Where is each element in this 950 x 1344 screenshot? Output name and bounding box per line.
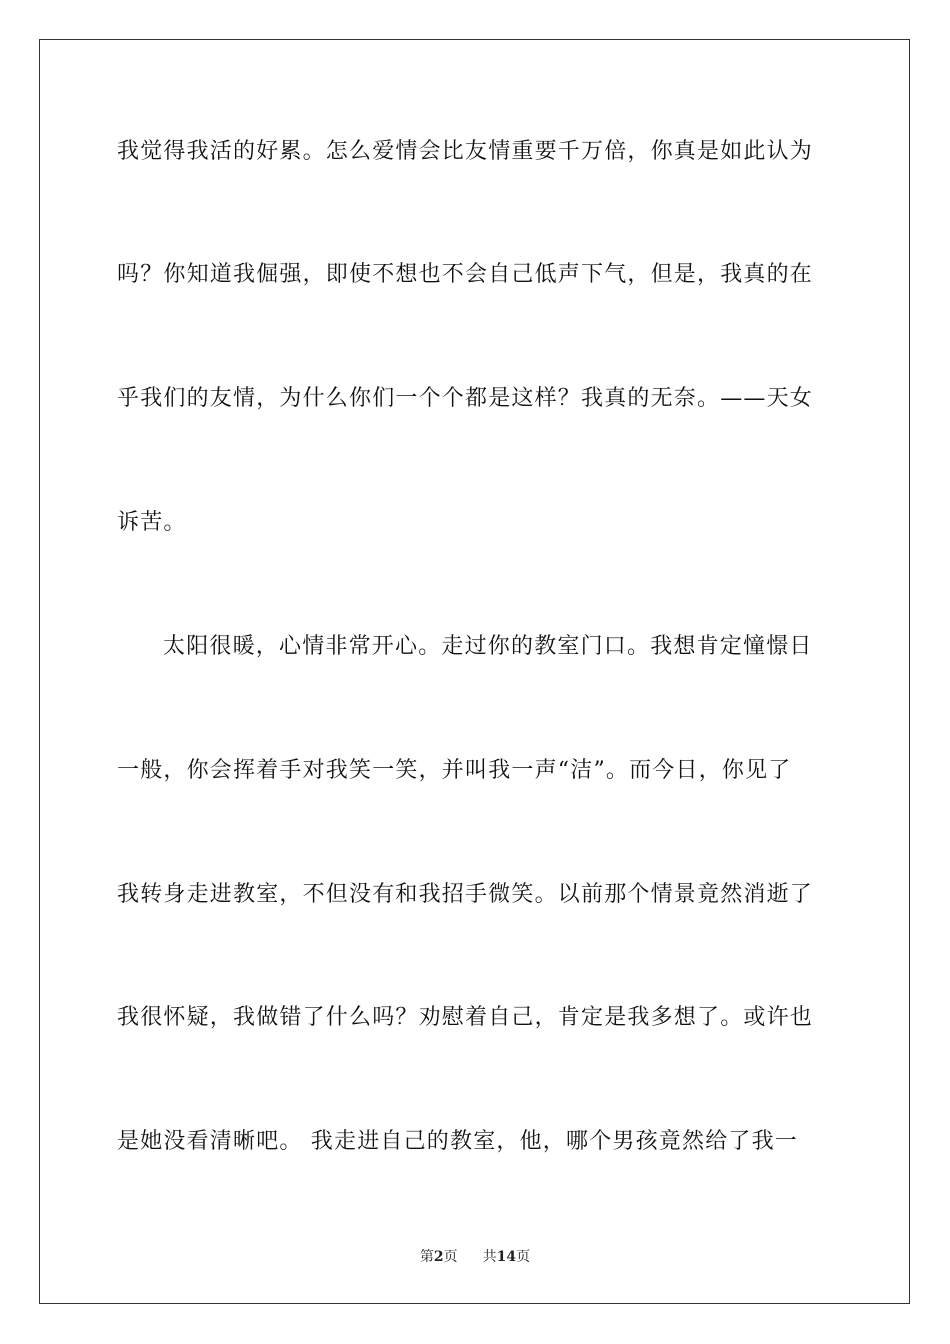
page-number-label: 第2页 xyxy=(419,1249,458,1265)
page-footer xyxy=(0,1247,950,1267)
current-page-number: 2 xyxy=(433,1249,444,1265)
text-line-8: 我很怀疑，我做错了什么吗？劝慰着自己，肯定是我多想了。或许也 xyxy=(117,1005,814,1030)
text-line-3: 乎我们的友情，为什么你们一个个都是这样？我真的无奈。——天女 xyxy=(117,386,814,411)
page-border xyxy=(39,39,910,1304)
text-line-7: 我转身走进教室，不但没有和我招手微笑。以前那个情景竟然消逝了 xyxy=(117,882,814,907)
text-line-4: 诉苦。 xyxy=(117,510,187,535)
total-page-count: 14 xyxy=(496,1249,517,1265)
text-line-5-paragraph-start: 太阳很暖，心情非常开心。走过你的教室门口。我想肯定憧憬日 xyxy=(163,634,813,659)
text-line-2: 吗？你知道我倔强，即使不想也不会自己低声下气，但是，我真的在 xyxy=(117,262,814,287)
total-pages-label: 共14页 xyxy=(482,1249,531,1265)
text-line-9: 是她没看清晰吧。 我走进自己的教室，他，哪个男孩竟然给了我一 xyxy=(117,1129,798,1154)
text-line-1: 我觉得我活的好累。怎么爱情会比友情重要千万倍，你真是如此认为 xyxy=(117,139,814,164)
text-line-6: 一般，你会挥着手对我笑一笑，并叫我一声“洁”。而今日，你见了 xyxy=(117,758,792,783)
